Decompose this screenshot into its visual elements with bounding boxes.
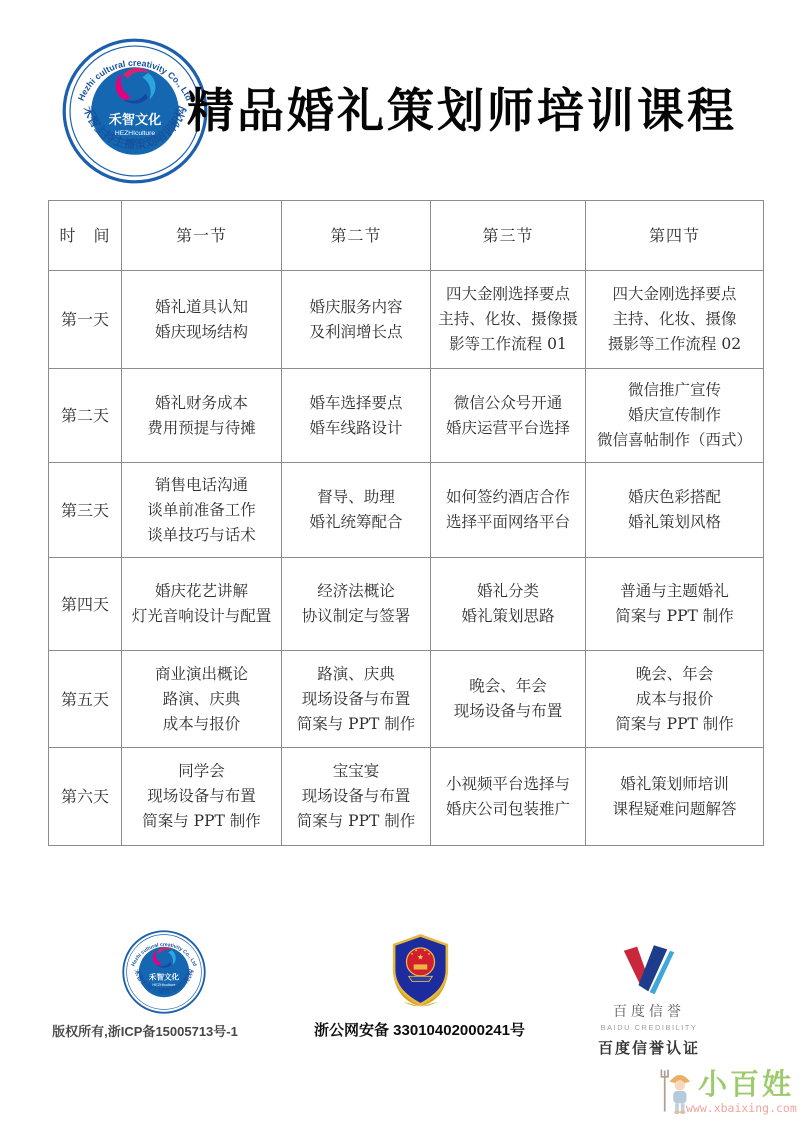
copyright-text: 版权所有,浙ICP备15005713号-1 [52,1024,238,1039]
session-cell: 路演、庆典 现场设备与布置 简案与 PPT 制作 [282,651,431,748]
day-label: 第二天 [49,369,122,463]
session-cell: 小视频平台选择与 婚庆公司包装推广 [431,748,586,846]
svg-text:★: ★ [423,948,427,953]
session-cell: 晚会、年会 成本与报价 简案与 PPT 制作 [586,651,764,748]
column-header: 第三节 [431,201,586,271]
session-cell: 同学会 现场设备与布置 简案与 PPT 制作 [122,748,282,846]
session-cell: 婚礼道具认知 婚庆现场结构 [122,271,282,369]
police-record-text: 浙公网安备 33010402000241号 [314,1022,525,1039]
table-row [49,463,764,558]
session-cell: 商业演出概论 路演、庆典 成本与报价 [122,651,282,748]
column-header: 第二节 [282,201,431,271]
table-row [49,558,764,651]
table-row [49,651,764,748]
session-cell: 宝宝宴 现场设备与布置 简案与 PPT 制作 [282,748,431,846]
session-cell: 婚庆色彩搭配 婚礼策划风格 [586,463,764,558]
session-cell: 微信推广宣传 婚庆宣传制作 微信喜帖制作（西式） [586,369,764,463]
session-cell: 婚礼策划师培训 课程疑难问题解答 [586,748,764,846]
table-row [49,748,764,846]
day-label: 第四天 [49,558,122,651]
xbaixing-watermark [654,1060,800,1124]
baidu-cert-text: 百度信誉认证 [597,1040,700,1057]
baidu-credibility-block [594,941,704,1058]
session-cell: 婚礼财务成本 费用预提与待摊 [122,369,282,463]
svg-text:★: ★ [414,948,418,953]
column-header: 时 间 [49,201,122,271]
day-label: 第五天 [49,651,122,748]
course-table [48,200,764,846]
table-row [49,271,764,369]
watermark-site-name: 小百姓 [698,1067,795,1101]
column-header: 第一节 [122,201,282,271]
session-cell: 婚车选择要点 婚车线路设计 [282,369,431,463]
session-cell: 四大金刚选择要点 主持、化妆、摄像 摄影等工作流程 02 [586,271,764,369]
watermark-url: www.xbaixing.com [686,1101,797,1115]
baidu-credibility-icon [613,941,685,997]
session-cell: 经济法概论 协议制定与签署 [282,558,431,651]
session-cell: 婚礼分类 婚礼策划思路 [431,558,586,651]
svg-text:★: ★ [410,952,414,957]
session-cell: 晚会、年会 现场设备与布置 [431,651,586,748]
session-cell: 婚庆花艺讲解 灯光音响设计与配置 [122,558,282,651]
day-label: 第三天 [49,463,122,558]
day-label: 第一天 [49,271,122,369]
session-cell: 微信公众号开通 婚庆运营平台选择 [431,369,586,463]
hezhi-footer-logo [122,930,206,1014]
day-label: 第六天 [49,748,122,846]
baidu-name-en: BAIDU CREDIBILITY [600,1023,698,1032]
session-cell: 普通与主题婚礼 简案与 PPT 制作 [586,558,764,651]
session-cell: 四大金刚选择要点 主持、化妆、摄像摄 影等工作流程 01 [431,271,586,369]
session-cell: 督导、助理 婚礼统筹配合 [282,463,431,558]
column-header: 第四节 [586,201,764,271]
table-row [49,369,764,463]
police-badge-icon [378,927,463,1012]
table-header-row [49,201,764,271]
svg-text:★: ★ [427,952,431,957]
session-cell: 婚庆服务内容 及利润增长点 [282,271,431,369]
baidu-name: 百度信誉 [613,1003,685,1019]
svg-text:★: ★ [417,952,424,962]
session-cell: 如何签约酒店合作 选择平面网络平台 [431,463,586,558]
page-title: 精品婚礼策划师培训课程 [187,84,737,139]
session-cell: 销售电话沟通 谈单前准备工作 谈单技巧与话术 [122,463,282,558]
